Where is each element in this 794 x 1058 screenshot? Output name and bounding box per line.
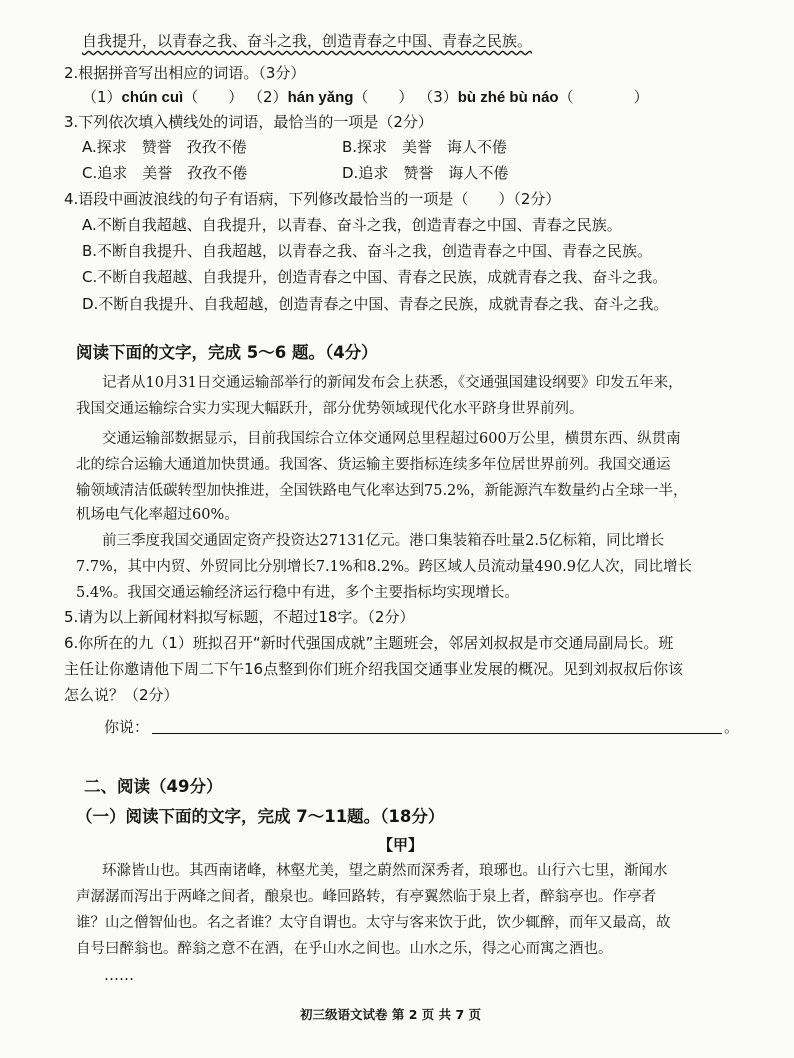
q4-option-d: D.不断自我提升、自我超越，创造青春之中国、青春之民族，成就青春之我、奋斗之我。 (82, 295, 669, 313)
q2-items (82, 86, 649, 109)
jia-line1: 环滁皆山也。其西南诸峰，林壑尤美，望之蔚然而深秀者，琅琊也。山行六七里，渐闻水 (102, 863, 668, 879)
reading56-p2-line4: 机场电气化率超过60%。 (76, 507, 239, 523)
reading56-p3-line1: 前三季度我国交通固定资产投资达27131亿元。港口集装箱吞吐量2.5亿标箱，同比增长 (102, 533, 665, 549)
q6-line3: 怎么说？（2分） (64, 686, 179, 704)
reading56-title: 阅读下面的文字，完成 5～6 题。（4分） (76, 343, 378, 362)
wavy-underlined-sentence: 自我提升，以青春之我、奋斗之我，创造青春之中国、青春之民族。 (82, 32, 533, 50)
jia-label: 【甲】 (378, 836, 424, 854)
answer-end-mark: 。 (724, 718, 740, 736)
q4-stem: 4.语段中画波浪线的句子有语病，下列修改最恰当的一项是（ ）（2分） (64, 190, 561, 208)
q2-stem: 2.根据拼音写出相应的词语。（3分） (64, 64, 306, 82)
q2-item1-label: （1） (82, 88, 122, 106)
section2-subtitle: （一）阅读下面的文字，完成 7～11题。（18分） (76, 807, 445, 826)
q2-item2-pinyin: hán yǎng (287, 89, 354, 106)
reading56-p1-line1: 记者从10月31日交通运输部举行的新闻发布会上获悉，《交通强国建设纲要》印发五年来， (102, 375, 683, 391)
answer-label: 你说： (104, 718, 150, 736)
q6-line1: 6.你所在的九（1）班拟召开“新时代强国成就”主题班会，邻居刘叔叔是市交通局副局长。班 (64, 634, 674, 652)
section2-title: 二、阅读（49分） (84, 777, 223, 796)
q4-option-a: A.不断自我超越、自我提升，以青春、奋斗之我，创造青春之中国、青春之民族。 (82, 216, 622, 234)
reading56-p1-line2: 我国交通运输综合实力实现大幅跃升，部分优势领域现代化水平跻身世界前列。 (76, 401, 584, 417)
q2-item3-label: （3） (418, 88, 458, 106)
page-footer: 初三级语文试卷 第 2 页 共 7 页 (300, 1007, 482, 1022)
q2-item2-blank: （ ） (353, 88, 414, 106)
reading56-p2-line1: 交通运输部数据显示，目前我国综合立体交通网总里程超过600万公里，横贯东西、纵贯南 (102, 431, 681, 447)
q2-item1-blank: （ ） (183, 88, 244, 106)
reading56-p2-line3: 输领域清洁低碳转型加快推进，全国铁路电气化率达到75.2%，新能源汽车数量约占全球一半， (76, 483, 688, 499)
q4-option-b: B.不断自我提升、自我超越，以青春之我、奋斗之我，创造青春之中国、青春之民族。 (82, 242, 653, 260)
q3-option-c: C.追求 美誉 孜孜不倦 (82, 164, 248, 182)
jia-line2: 声潺潺而泻出于两峰之间者，酿泉也。峰回路转，有亭翼然临于泉上者，醉翁亭也。作亭者 (76, 889, 656, 905)
q5-stem: 5.请为以上新闻材料拟写标题，不超过18字。（2分） (64, 608, 415, 626)
reading56-p2-line2: 北的综合运输大通道加快贯通。我国客、货运输主要指标连续多年位居世界前列。我国交通运 (76, 457, 671, 473)
jia-line4: 自号曰醉翁也。醉翁之意不在酒，在乎山水之间也。山水之乐，得之心而寓之酒也。 (76, 941, 613, 957)
jia-ellipsis: …… (104, 966, 134, 984)
q3-stem: 3.下列依次填入横线处的词语，最恰当的一项是（2分） (64, 113, 433, 131)
q3-option-d: D.追求 赞誉 诲人不倦 (342, 164, 509, 182)
q4-option-c: C.不断自我超越、自我提升，创造青春之中国、青春之民族，成就青春之我、奋斗之我。 (82, 268, 668, 286)
answer-blank-line[interactable] (152, 732, 722, 734)
jia-line3: 谁？山之僧智仙也。名之者谁？太守自谓也。太守与客来饮于此，饮少辄醉，而年又最高，故 (76, 915, 671, 931)
q2-item2-label: （2） (248, 88, 288, 106)
q3-option-a: A.探求 赞誉 孜孜不倦 (82, 138, 247, 156)
q2-item3-blank: （ ） (558, 88, 649, 106)
reading56-p3-line2: 7.7%，其中内贸、外贸同比分别增长7.1%和8.2%。跨区域人员流动量490.9亿人次，同比增长 (76, 559, 693, 575)
q2-item1-pinyin: chún cuì (121, 89, 184, 106)
q3-option-b: B.探求 美誉 诲人不倦 (342, 138, 508, 156)
reading56-p3-line3: 5.4%。我国交通运输经济运行稳中有进，多个主要指标均实现增长。 (76, 585, 519, 601)
q6-line2: 主任让你邀请他下周二下午16点整到你们班介绍我国交通事业发展的概况。见到刘叔叔后你该 (64, 660, 684, 678)
q2-item3-pinyin: bù zhé bù náo (457, 89, 559, 106)
